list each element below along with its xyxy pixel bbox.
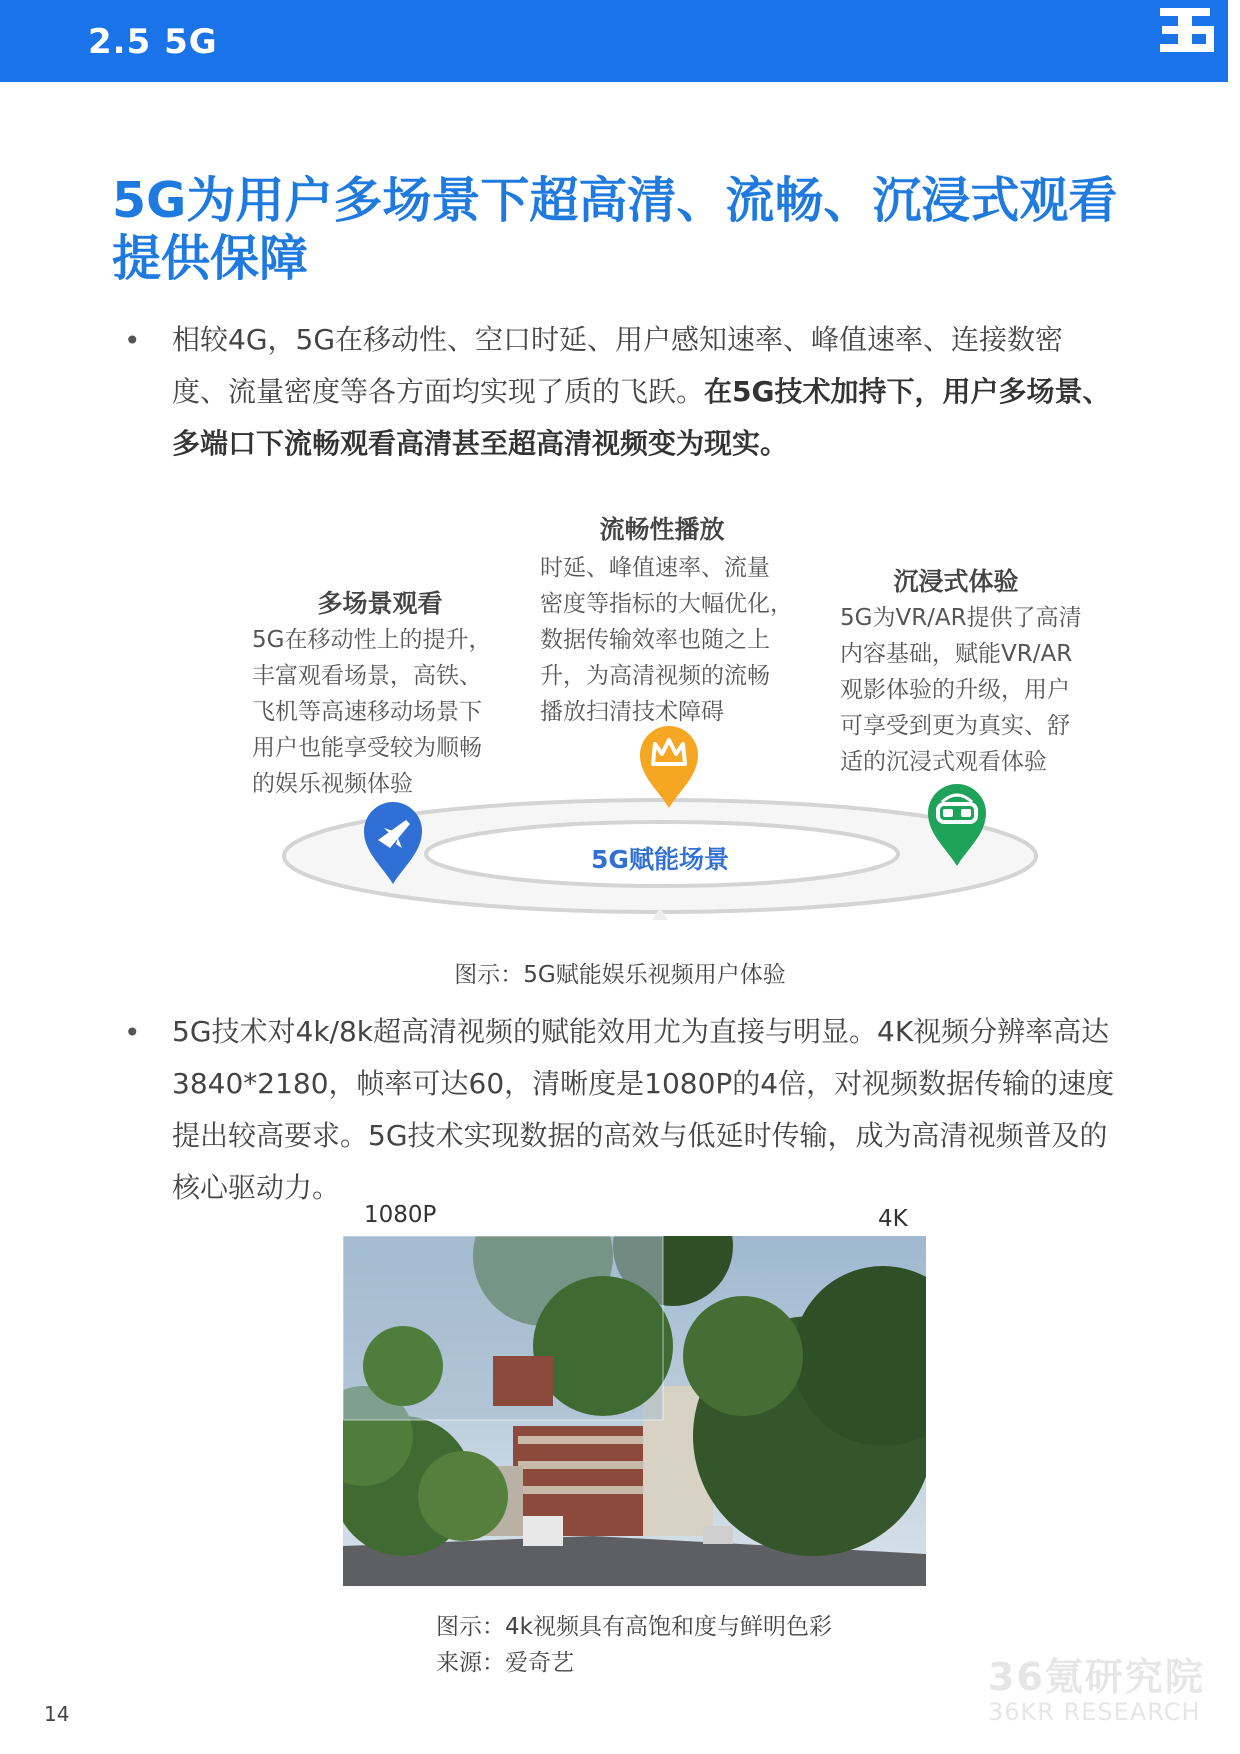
page-number: 14 — [44, 1702, 70, 1726]
label-4k: 4K — [878, 1206, 908, 1232]
node-body-immersive — [840, 600, 1130, 780]
paragraph-line: 提出较高要求。5G技术实现数据的高效与低延时传输，成为高清视频普及的 — [172, 1119, 1108, 1152]
paragraph-line: 3840*2180，帧率可达60，清晰度是1080P的4倍，对视频数据传输的速度 — [172, 1067, 1115, 1100]
node-line: 密度等指标的大幅优化， — [540, 591, 793, 617]
resolution-comparison-image — [343, 1236, 926, 1586]
node-body-multi-scene — [252, 622, 532, 802]
bullet-paragraph-2 — [172, 1006, 1162, 1214]
bullet-marker: • — [124, 324, 141, 357]
node-line: 飞机等高速移动场景下 — [252, 699, 482, 725]
label-1080p: 1080P — [364, 1202, 437, 1228]
node-line: 5G在移动性上的提升， — [252, 627, 492, 653]
image-source: 来源：爱奇艺 — [436, 1650, 574, 1676]
diagram-caption: 图示：5G赋能娱乐视频用户体验 — [454, 962, 786, 988]
paragraph-line: 相较4G，5G在移动性、空口时延、用户感知速率、峰值速率、连接数密 — [172, 323, 1064, 356]
node-line: 可享受到更为真实、舒 — [840, 713, 1070, 739]
node-title-multi-scene: 多场景观看 — [317, 589, 443, 618]
node-line: 丰富观看场景，高铁、 — [252, 663, 482, 689]
node-title-immersive: 沉浸式体验 — [893, 567, 1019, 596]
node-line: 升，为高清视频的流畅 — [540, 663, 770, 689]
vr-goggles-pin-icon — [926, 782, 988, 868]
crown-pin-icon — [638, 724, 700, 810]
paragraph-text: 度、流量密度等各方面均实现了质的飞跃。 — [172, 375, 705, 408]
street-scene-illustration — [343, 1236, 926, 1586]
node-line: 适的沉浸式观看体验 — [840, 749, 1047, 775]
node-line: 用户也能享受较为顺畅 — [252, 735, 482, 761]
node-line: 观影体验的升级，用户 — [840, 677, 1070, 703]
node-line: 5G为VR/AR提供了高清 — [840, 605, 1082, 631]
bullet-marker: • — [124, 1016, 141, 1049]
page-title: 5G为用户多场景下超高清、流畅、沉浸式观看提供保障 — [112, 172, 1118, 287]
node-line: 的娱乐视频体验 — [252, 771, 413, 797]
paragraph-emphasis: 在5G技术加持下，用户多场景、 — [704, 375, 1111, 408]
airplane-pin-icon — [362, 800, 424, 886]
node-title-smooth-playback: 流畅性播放 — [599, 515, 725, 544]
center-label: 5G赋能场景 — [591, 845, 729, 874]
node-body-smooth-playback — [540, 550, 830, 730]
image-caption: 图示：4k视频具有高饱和度与鲜明色彩 — [436, 1614, 832, 1640]
watermark-cn: 36氪研究院 — [988, 1655, 1205, 1699]
paragraph-line: 核心驱动力。 — [172, 1171, 341, 1204]
paragraph-emphasis: 多端口下流畅观看高清甚至超高清视频变为现实。 — [172, 427, 789, 460]
node-line: 内容基础，赋能VR/AR — [840, 641, 1073, 667]
watermark-en: 36KR RESEARCH — [988, 1698, 1201, 1726]
node-line: 数据传输效率也随之上 — [540, 627, 770, 653]
node-line: 时延、峰值速率、流量 — [540, 555, 770, 581]
paragraph-line: 5G技术对4k/8k超高清视频的赋能效用尤为直接与明显。4K视频分辨率高达 — [172, 1015, 1110, 1048]
section-label: 2.5 5G — [88, 22, 218, 62]
node-line: 播放扫清技术障碍 — [540, 699, 724, 725]
